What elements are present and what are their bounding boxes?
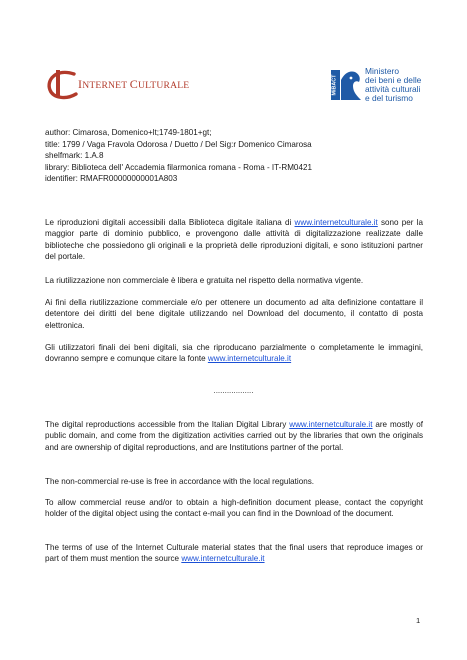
meta-author: author: Cimarosa, Domenico+lt;1749-1801+gt; bbox=[45, 128, 212, 137]
mibact-vertical-mark: MiBACT bbox=[331, 74, 338, 96]
it-paragraph-3: Ai fini della riutilizzazione commerciale e/o per ottenere un documento ad alta definizione contattare il detentore dei diritti del bene digitale utilizzando nel Download del documento, il contatto di posta elettronica. bbox=[45, 298, 423, 330]
section-separator: .................. bbox=[213, 386, 254, 395]
internet-culturale-wordmark: INTERNET CULTURALE bbox=[78, 77, 190, 91]
it-link-internetculturale-1[interactable]: www.internetculturale.it bbox=[294, 218, 378, 227]
it-paragraph-1: Le riproduzioni digitali accessibili dalla Biblioteca digitale italiana di www.internetculturale.it sono per la maggior parte di dominio pubblico, e provengono dalle attività di digitalizzazione realizzate dalle biblioteche che possiedono gli originali e la proprietà delle riproduzioni digitali, e sono istituzioni partner del portale. bbox=[45, 218, 424, 262]
en-link-internetculturale-2[interactable]: www.internetculturale.it bbox=[181, 554, 265, 564]
meta-library: library: Biblioteca dell' Accademia filarmonica romana - Roma - IT-RM0421 bbox=[45, 162, 312, 172]
en-paragraph-4: The terms of use of the Internet Culturale material states that the final users that reproduce images or part of them must mention the source www.internetculturale.it bbox=[45, 543, 423, 564]
mibact-logo bbox=[331, 66, 431, 106]
internet-culturale-logo bbox=[44, 68, 190, 104]
it-paragraph-2: La riutilizzazione non commerciale è libera e gratuita nel rispetto della normativa vigente. bbox=[45, 276, 364, 285]
en-link-internetculturale-1[interactable]: www.internetculturale.it bbox=[289, 420, 373, 429]
it-paragraph-4: Gli utilizzatori finali dei beni digitali, sia che riproducano parzialmente o completamente le immagini, dovranno sempre e comunque citare la fonte www.internetculturale.it bbox=[45, 343, 423, 364]
meta-shelfmark: shelfmark: 1.A.8 bbox=[45, 151, 104, 160]
en-paragraph-1: The digital reproductions accessible from the Italian Digital Library www.internetculturale.it are mostly of public domain, and come from the digitization activities carried out by the libraries that own the originals and are ownership of digital reproductions, and are Institutions partner of the portal. bbox=[45, 420, 423, 452]
meta-title: title: 1799 / Vaga Fravola Odorosa / Duetto / Del Sig:r Domenico Cimarosa bbox=[45, 139, 312, 149]
page-number: 1 bbox=[416, 616, 421, 625]
it-link-internetculturale-2[interactable]: www.internetculturale.it bbox=[207, 354, 292, 364]
record-metadata bbox=[45, 127, 312, 185]
en-paragraph-2: The non-commercial re-use is free in accordance with the local regulations. bbox=[45, 477, 315, 486]
mibact-emblem-icon bbox=[331, 66, 362, 102]
meta-identifier: identifier: RMAFR00000000001A803 bbox=[45, 174, 178, 183]
mibact-wordmark: Ministero dei beni e delle attività culturali e del turismo bbox=[365, 66, 422, 103]
en-paragraph-3: To allow commercial reuse and/or to obtain a high-definition document please, contact the copyright holder of the digital object using the contact e-mail you can find in the Download of the document. bbox=[45, 498, 423, 519]
